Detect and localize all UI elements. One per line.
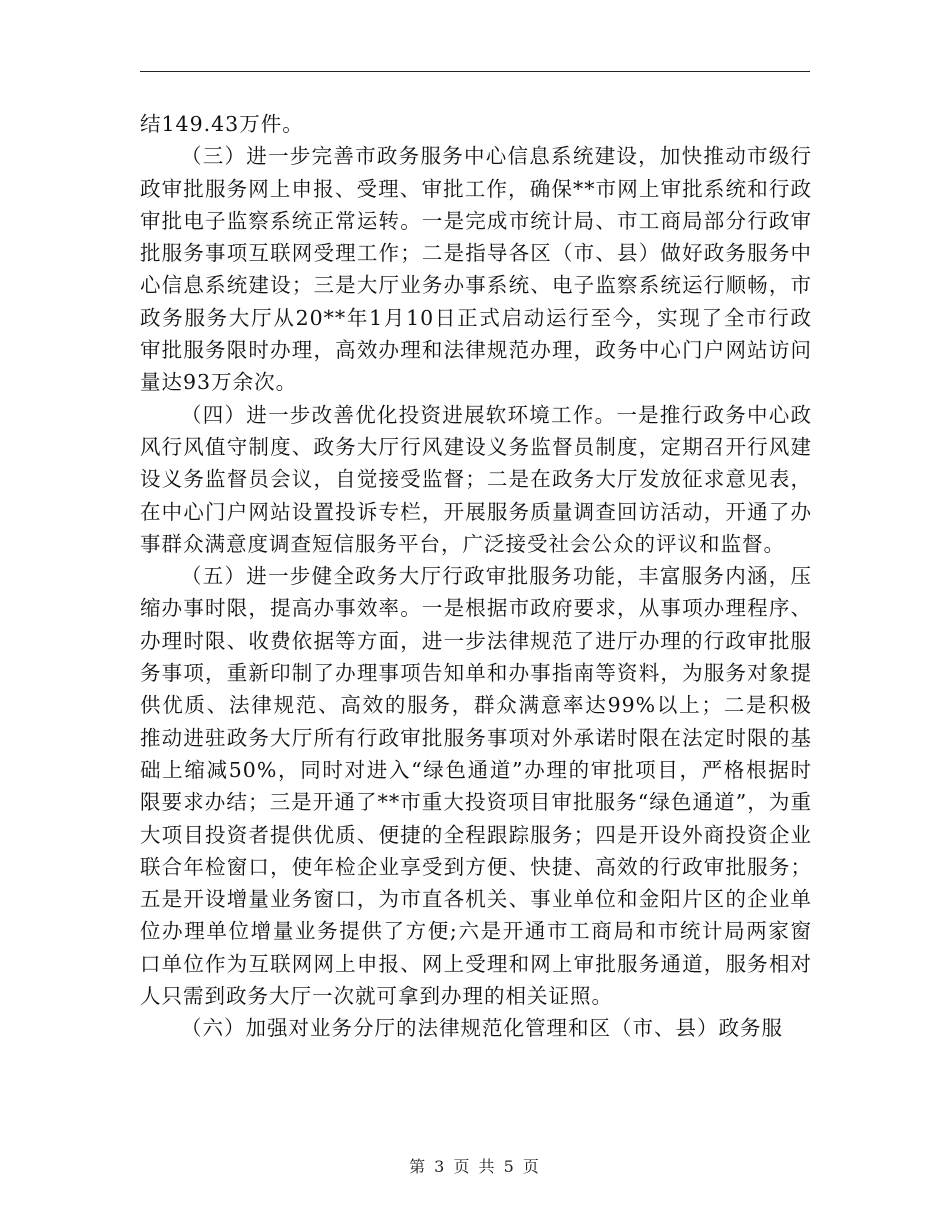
paragraph-continuation: 结149.43万件。 <box>140 112 304 136</box>
paragraph-section-5: （五）进一步健全政务大厅行政审批服务功能，丰富服务内涵，压缩办事时限，提高办事效率。一是根据市政府要求，从事项办理程序、办理时限、收费依据等方面，进一步法律规范了进厅办理的行政审批服务事项，重新印制了办理事项告知单和办事指南等资料，为服务对象提供优质、法律规范、高效的服务，群众满意率达99%以上；二是积极推动进驻政务大厅所有行政审批服务事项对外承诺时限在法定时限的基础上缩减50%，同时对进入“绿色通道”办理的审批项目，严格根据时限要求办结；三是开通了**市重大投资项目审批服务“绿色通道”，为重大项目投资者提供优质、便捷的全程跟踪服务；四是开设外商投资企业联合年检窗口，使年检企业享受到方便、快捷、高效的行政审批服务；五是开设增量业务窗口，为市直各机关、事业单位和金阳片区的企业单位办理单位增量业务提供了方便;六是开通市工商局和市统计局两家窗口单位作为互联网网上申报、网上受理和网上审批服务通道，服务相对人只需到政务大厅一次就可拿到办理的相关证照。 <box>140 564 812 1009</box>
paragraph-section-6: （六）加强对业务分厅的法律规范化管理和区（市、县）政务服 <box>181 1016 783 1041</box>
paragraph-section-4: （四）进一步改善优化投资进展软环境工作。一是推行政务中心政风行风值守制度、政务大厅行风建设义务监督员制度，定期召开行风建设义务监督员会议，自觉接受监督；二是在政务大厅发放征求意见表，在中心门户网站设置投诉专栏，开展服务质量调查回访活动，开通了办事群众满意度调查短信服务平台，广泛接受社会公众的评议和监督。 <box>140 402 812 556</box>
paragraph-section-3: （三）进一步完善市政务服务中心信息系统建设，加快推动市级行政审批服务网上申报、受理、审批工作，确保**市网上审批系统和行政审批电子监察系统正常运转。一是完成市统计局、市工商局部分行政审批服务事项互联网受理工作；二是指导各区（市、县）做好政务服务中心信息系统建设；三是大厅业务办事系统、电子监察系统运行顺畅，市政务服务大厅从20**年1月10日正式启动运行至今，实现了全市行政审批服务限时办理，高效办理和法律规范办理，政务中心门户网站访问量达93万余次。 <box>140 144 812 395</box>
page-footer: 第 3 页 共 5 页 <box>409 1157 541 1176</box>
body-text <box>140 108 812 1045</box>
header-rule <box>140 71 810 72</box>
